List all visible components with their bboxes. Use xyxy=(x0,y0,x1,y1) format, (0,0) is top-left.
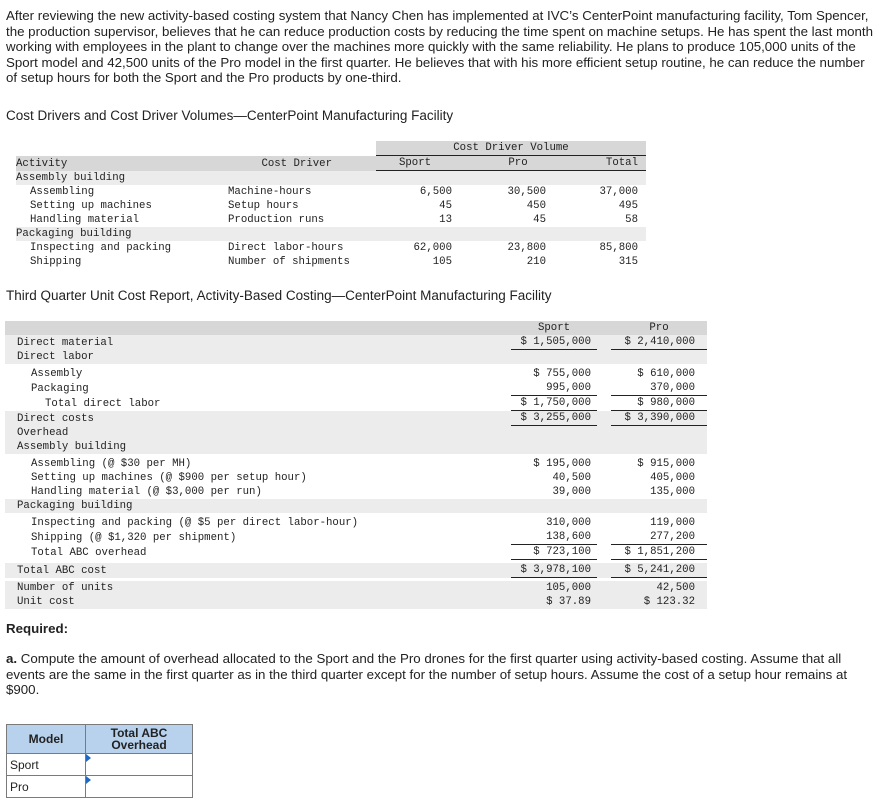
driver-row xyxy=(16,171,646,186)
table1-title: Cost Drivers and Cost Driver Volumes—CenterPoint Manufacturing Facility xyxy=(6,108,454,123)
col-gap xyxy=(597,516,611,530)
row-pad xyxy=(5,545,17,560)
report-row xyxy=(5,335,707,350)
report-row xyxy=(5,499,707,513)
driver-row xyxy=(16,199,646,213)
total-cell: 37,000 xyxy=(599,186,638,198)
report-row xyxy=(5,471,707,485)
pro-cell: 23,800 xyxy=(507,242,546,254)
pro-value: $ 123.32 xyxy=(643,596,695,608)
pro-value xyxy=(611,499,707,513)
pro-value: $ 980,000 xyxy=(611,396,707,411)
pro-value: 405,000 xyxy=(650,472,695,484)
pro-col-header: Pro xyxy=(649,322,669,334)
row-label: Packaging xyxy=(31,382,89,395)
row-pad xyxy=(5,426,17,441)
activity-cell: Setting up machines xyxy=(30,200,152,212)
report-row xyxy=(5,381,707,396)
row-pad xyxy=(5,396,17,411)
total-abc-overhead-header: Total ABC Overhead xyxy=(86,725,193,754)
row-pad xyxy=(5,499,17,513)
answer-table xyxy=(6,724,193,798)
cost-driver-volume-header: Cost Driver Volume xyxy=(376,141,646,156)
pro-cell: 450 xyxy=(526,200,546,212)
driver-cell: Production runs xyxy=(228,214,325,226)
row-label: Handling material (@ $3,000 per run) xyxy=(31,486,262,498)
pro-cell xyxy=(474,171,562,186)
driver-cell xyxy=(228,171,376,186)
sport-value: $ 37.89 xyxy=(546,596,591,608)
row-pad xyxy=(5,335,17,350)
col-gap xyxy=(597,499,611,513)
row-pad xyxy=(5,485,17,499)
row-pad xyxy=(5,595,17,609)
required-heading: Required: xyxy=(6,621,69,636)
activity-cell: Inspecting and packing xyxy=(30,242,172,254)
row-pad xyxy=(5,440,17,454)
pro-overhead-cell xyxy=(86,776,193,798)
pro-value xyxy=(611,350,707,365)
pro-value: 42,500 xyxy=(656,582,695,594)
cost-driver-header: Cost Driver xyxy=(228,156,376,171)
input-marker-icon xyxy=(86,776,91,784)
row-pad xyxy=(5,471,17,485)
total-cell xyxy=(562,171,646,186)
sport-cell: 6,500 xyxy=(419,186,452,198)
sport-value xyxy=(511,499,597,513)
row-pad xyxy=(5,367,17,381)
report-row xyxy=(5,396,707,411)
sport-overhead-input[interactable] xyxy=(86,755,192,774)
report-row xyxy=(5,367,707,381)
report-row xyxy=(5,530,707,545)
sport-value: 40,500 xyxy=(552,472,591,484)
sport-value: $ 3,255,000 xyxy=(511,411,597,426)
sport-cell: 62,000 xyxy=(413,242,452,254)
pro-value: $ 915,000 xyxy=(637,458,695,470)
sport-cell: 45 xyxy=(439,200,452,212)
driver-row xyxy=(16,213,646,227)
activity-cell: Shipping xyxy=(30,256,82,268)
col-gap xyxy=(597,350,611,365)
pro-value: $ 5,241,200 xyxy=(611,563,707,578)
col-gap xyxy=(597,530,611,545)
pro-value: 370,000 xyxy=(650,382,695,394)
report-row xyxy=(5,426,707,441)
sport-col-header: Sport xyxy=(537,322,571,334)
sport-value xyxy=(511,350,597,365)
question-a-text: Compute the amount of overhead allocated to the Sport and the Pro drones for the first quarter using activity-based costing. Assume that all events are the same in the first quarter as in the third quarter except for the number of setup hours. Assume the cost of a setup hour remains at $900. xyxy=(6,651,848,697)
row-pad xyxy=(5,350,17,365)
row-label: Packaging building xyxy=(17,500,133,512)
col-gap xyxy=(597,595,611,609)
sport-cell xyxy=(376,171,474,186)
driver-row xyxy=(16,241,646,255)
col-gap xyxy=(597,563,611,578)
row-label: Shipping (@ $1,320 per shipment) xyxy=(31,531,237,544)
pro-value xyxy=(611,440,707,454)
report-row xyxy=(5,350,707,365)
model-header: Model xyxy=(7,725,86,754)
driver-cell: Direct labor-hours xyxy=(228,242,344,254)
row-label: Direct costs xyxy=(17,412,94,425)
sport-value: $ 1,750,000 xyxy=(511,396,597,411)
col-gap xyxy=(597,411,611,426)
pro-value: $ 1,851,200 xyxy=(611,545,707,560)
question-a xyxy=(6,651,856,698)
driver-cell: Setup hours xyxy=(228,200,299,212)
activity-header: Activity xyxy=(16,156,228,171)
pro-label: Pro xyxy=(7,776,86,798)
sport-cell: 13 xyxy=(439,214,452,226)
driver-row xyxy=(16,255,646,269)
question-a-label: a. xyxy=(6,651,18,666)
sport-label: Sport xyxy=(7,754,86,776)
sport-value: 105,000 xyxy=(546,582,591,594)
total-cell: 495 xyxy=(618,200,638,212)
sport-value: 39,000 xyxy=(552,486,591,498)
sport-cell: 105 xyxy=(432,256,452,268)
total-cell: 85,800 xyxy=(599,242,638,254)
row-label: Overhead xyxy=(17,427,69,439)
pro-cell xyxy=(474,227,562,241)
sport-value: 310,000 xyxy=(546,517,591,529)
pro-cell: 45 xyxy=(533,214,546,226)
pro-value: $ 610,000 xyxy=(637,368,695,380)
sport-header: Sport xyxy=(376,156,474,171)
col-gap xyxy=(597,440,611,454)
row-label: Direct labor xyxy=(17,351,94,363)
driver-cell: Machine-hours xyxy=(228,186,312,198)
col-gap xyxy=(597,335,611,350)
sport-value: $ 1,505,000 xyxy=(511,335,597,350)
intro-paragraph: After reviewing the new activity-based costing system that Nancy Chen has implemented at IVC’s CenterPoint manufacturing facility, Tom Spencer, the production supervisor, believes that he can reduce production costs by reducing the time spent on machine setups. He has spent the last month working with employees in the plant to change over the machines more quickly with the same reliability. He plans to produce 105,000 units of the Sport model and 42,500 units of the Pro model in the first quarter. He believes that with his more efficient setup routine, he can reduce the number of setup hours for both the Sport and the Pro products by one-third. xyxy=(6,8,874,85)
total-cell: 58 xyxy=(625,214,638,226)
sport-value: $ 723,100 xyxy=(511,545,597,560)
pro-value xyxy=(611,426,707,441)
sport-value: $ 195,000 xyxy=(533,458,591,470)
report-row xyxy=(5,545,707,560)
col-gap xyxy=(597,471,611,485)
row-label: Inspecting and packing (@ $5 per direct labor-hour) xyxy=(31,517,359,529)
table2-title: Third Quarter Unit Cost Report, Activity-Based Costing—CenterPoint Manufacturing Facility xyxy=(6,288,552,303)
row-pad xyxy=(5,411,17,426)
row-label: Unit cost xyxy=(17,596,75,608)
row-pad xyxy=(5,457,17,471)
row-pad xyxy=(5,563,17,578)
row-label: Total ABC cost xyxy=(17,564,107,577)
row-label: Total ABC overhead xyxy=(31,546,147,559)
activity-cell: Handling material xyxy=(30,214,140,226)
pro-value: $ 2,410,000 xyxy=(611,335,707,350)
row-label: Number of units xyxy=(17,582,114,594)
report-row xyxy=(5,563,707,578)
sport-value: 995,000 xyxy=(546,382,591,394)
report-row xyxy=(5,516,707,530)
pro-value: 119,000 xyxy=(650,517,695,529)
row-label: Assembly building xyxy=(17,441,127,453)
pro-cell: 210 xyxy=(526,256,546,268)
driver-row xyxy=(16,227,646,241)
row-label: Direct material xyxy=(17,336,114,349)
row-label: Assembling (@ $30 per MH) xyxy=(31,458,192,470)
sport-value xyxy=(511,426,597,441)
row-pad xyxy=(5,516,17,530)
row-pad xyxy=(5,530,17,545)
total-cell xyxy=(562,227,646,241)
row-label: Total direct labor xyxy=(45,397,161,410)
col-gap xyxy=(597,581,611,595)
col-gap xyxy=(597,485,611,499)
total-header: Total xyxy=(562,156,646,171)
sport-value: 138,600 xyxy=(546,531,591,543)
row-pad xyxy=(5,381,17,396)
col-gap xyxy=(597,396,611,411)
pro-value: $ 3,390,000 xyxy=(611,411,707,426)
report-row xyxy=(5,457,707,471)
report-row xyxy=(5,595,707,609)
col-gap xyxy=(597,381,611,396)
input-marker-icon xyxy=(86,754,91,762)
pro-value: 277,200 xyxy=(650,531,695,543)
sport-cell xyxy=(376,227,474,241)
pro-value: 135,000 xyxy=(650,486,695,498)
cost-driver-table xyxy=(16,141,646,269)
activity-cell: Assembling xyxy=(30,186,95,198)
unit-cost-report-table xyxy=(5,321,707,609)
driver-cell xyxy=(228,227,376,241)
col-gap xyxy=(597,545,611,560)
sport-value: $ 3,978,100 xyxy=(511,563,597,578)
driver-cell: Number of shipments xyxy=(228,256,350,268)
pro-cell: 30,500 xyxy=(507,186,546,198)
pro-header: Pro xyxy=(474,156,562,171)
pro-overhead-input[interactable] xyxy=(86,777,192,796)
activity-cell: Packaging building xyxy=(16,228,132,240)
driver-row xyxy=(16,185,646,199)
col-gap xyxy=(597,457,611,471)
report-row xyxy=(5,411,707,426)
total-cell: 315 xyxy=(618,256,638,268)
report-row xyxy=(5,581,707,595)
row-label: Assembly xyxy=(31,368,83,380)
activity-cell: Assembly building xyxy=(16,172,126,184)
sport-overhead-cell xyxy=(86,754,193,776)
sport-value xyxy=(511,440,597,454)
col-gap xyxy=(597,367,611,381)
sport-value: $ 755,000 xyxy=(533,368,591,380)
row-label: Setting up machines (@ $900 per setup hour) xyxy=(31,472,307,484)
report-row xyxy=(5,440,707,454)
row-pad xyxy=(5,581,17,595)
report-row xyxy=(5,485,707,499)
col-gap xyxy=(597,426,611,441)
